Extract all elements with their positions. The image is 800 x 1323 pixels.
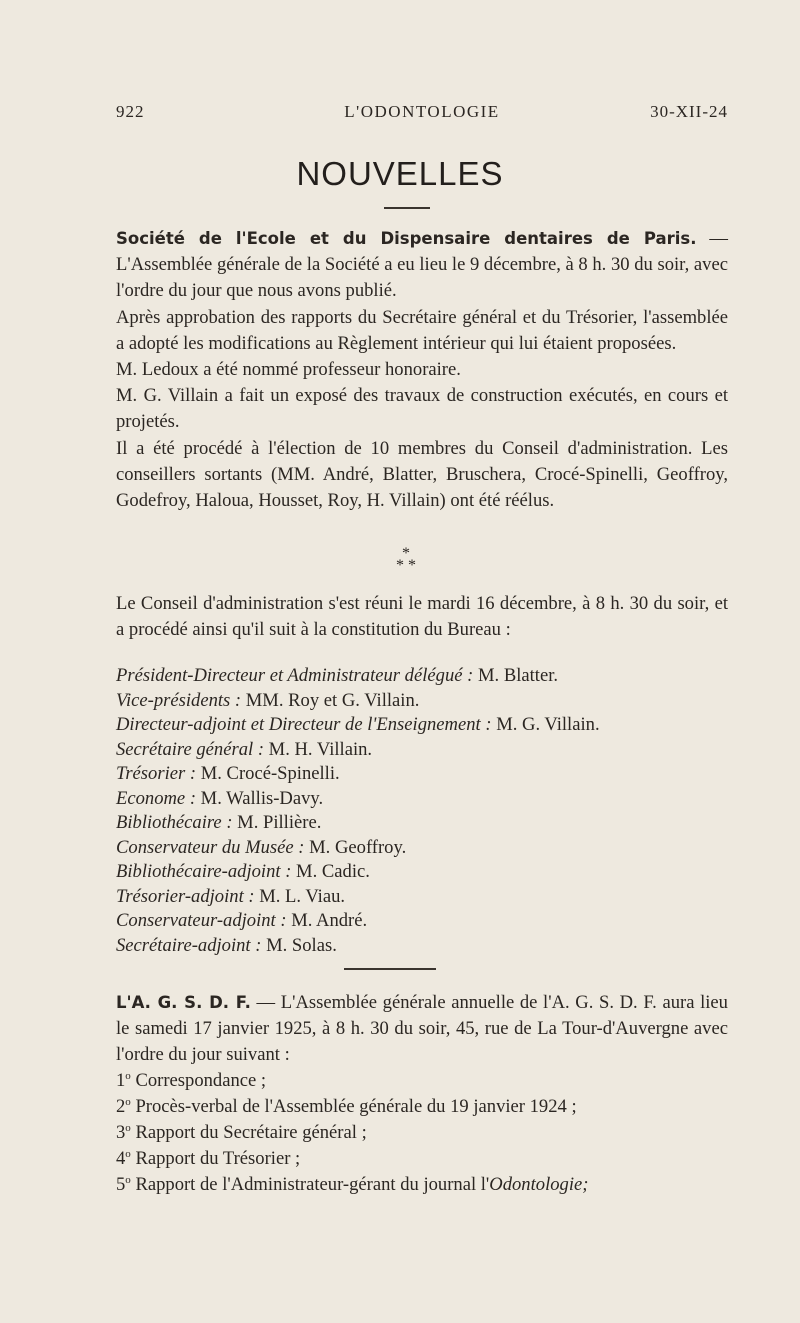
asterism-bottom: * * [396, 557, 416, 574]
society-para-1: L'Assemblée générale de la Société a eu lieu le 9 décembre, à 8 h. 30 du soir, avec l'ordre du jour que nous avons publié. [116, 254, 728, 302]
officer-row [116, 860, 756, 885]
agenda-text: Correspondance ; [130, 1070, 267, 1091]
society-heading: Société de l'Ecole et du Dispensaire dentaires de Paris. [116, 229, 697, 248]
agenda-item [116, 1094, 736, 1120]
agenda-number: 5 [116, 1174, 126, 1195]
society-para-3: M. Ledoux a été nommé professeur honoraire. [116, 359, 461, 381]
officer-row [116, 836, 756, 861]
agenda-ordinal: o [125, 1069, 131, 1082]
officer-row [116, 885, 756, 910]
officer-name: M. L. Viau. [254, 885, 346, 907]
officer-name: M. André. [286, 910, 368, 931]
officer-row [116, 713, 756, 738]
officer-name: M. Wallis-Davy. [196, 787, 324, 809]
agsdf-heading: L'A. G. S. D. F. [116, 993, 251, 1012]
journal-name-italic: Odontologie; [489, 1174, 589, 1195]
council-intro [116, 591, 728, 643]
agsdf-notice [116, 990, 728, 1069]
officer-name: M. Solas. [261, 934, 337, 956]
officer-role: Président-Directeur et Administrateur délégué : [116, 665, 474, 686]
agenda-number: 3 [116, 1122, 126, 1143]
officer-row [116, 762, 756, 787]
officer-name: M. Cadic. [291, 861, 370, 882]
agenda-text: Rapport du Secrétaire général ; [130, 1122, 367, 1143]
officer-role: Directeur-adjoint et Directeur de l'Enseignement : [116, 714, 492, 735]
agenda-number: 1 [116, 1070, 126, 1091]
officer-role: Econome : [116, 787, 197, 809]
society-para-2: Après approbation des rapports du Secrétaire général et du Trésorier, l'assemblée a adopté les modifications au Règlement intérieur qui lui étaient proposées. [116, 306, 728, 354]
officer-name: M. H. Villain. [264, 738, 373, 760]
agenda-ordinal: o [125, 1147, 131, 1160]
agenda-item [116, 1146, 736, 1172]
bureau-list [116, 664, 756, 958]
agenda-item [116, 1172, 736, 1198]
agenda-item [116, 1120, 736, 1146]
agenda-ordinal: o [125, 1173, 131, 1186]
running-header [116, 102, 728, 128]
officer-role: Bibliothécaire : [116, 812, 233, 833]
officer-name: M. Pillière. [232, 812, 322, 833]
officer-name: M. Geoffroy. [304, 836, 407, 858]
section-title: NOUVELLES [296, 155, 504, 192]
officer-row [116, 811, 756, 836]
agenda-ordinal: o [125, 1095, 131, 1108]
agenda-ordinal: o [125, 1121, 131, 1134]
officer-name: MM. Roy et G. Villain. [241, 689, 420, 711]
council-intro-text: Le Conseil d'administration s'est réuni le mardi 16 décembre, à 8 h. 30 du soir, et a procédé ainsi qu'il suit à la constitution du Bureau : [116, 593, 728, 641]
society-para-4: M. G. Villain a fait un exposé des travaux de construction exécutés, en cours et projetés. [116, 385, 728, 433]
officer-row [116, 934, 756, 959]
agenda-number: 4 [116, 1148, 126, 1169]
officer-role: Bibliothécaire-adjoint : [116, 861, 292, 882]
asterism [388, 545, 424, 574]
officer-role: Trésorier-adjoint : [116, 885, 255, 907]
officer-role: Conservateur du Musée : [116, 836, 305, 858]
officer-role: Secrétaire-adjoint : [116, 934, 262, 956]
agsdf-text: — L'Assemblée générale annuelle de l'A. G. S. D. F. aura lieu le samedi 17 janvier 1925, à 8 h. 30 du soir, 45, rue de La Tour-d'Auvergne avec l'ordre du jour suivant : [116, 992, 728, 1066]
society-notice [116, 226, 728, 514]
officer-role: Secrétaire général : [116, 738, 265, 760]
agenda-text: Procès-verbal de l'Assemblée générale du 19 janvier 1924 ; [130, 1096, 577, 1117]
society-para-5: Il a été procédé à l'élection de 10 membres du Conseil d'administration. Les conseillers sortants (MM. André, Blatter, Bruschera, Crocé-Spinelli, Geoffroy, Godefroy, Haloua, Housset, Roy, H. Villain) ont été réélus. [116, 437, 728, 512]
agenda-number: 2 [116, 1096, 126, 1117]
page-number: 922 [116, 102, 145, 121]
officer-row [116, 909, 756, 934]
asterism-top: * [402, 545, 410, 562]
heading-dash: — [696, 228, 729, 249]
section-rule [344, 968, 436, 970]
officer-row [116, 738, 756, 763]
agenda-text: Rapport de l'Administrateur-gérant du journal l' [130, 1174, 490, 1195]
officer-name: M. Blatter. [473, 665, 559, 686]
officer-role: Conservateur-adjoint : [116, 910, 287, 931]
officer-row [116, 787, 756, 812]
officer-role: Vice-présidents : [116, 689, 242, 711]
officer-row [116, 689, 756, 714]
journal-title: L'ODONTOLOGIE [344, 102, 500, 121]
officer-row [116, 664, 756, 689]
issue-date: 30-XII-24 [650, 102, 728, 121]
officer-name: M. G. Villain. [491, 714, 600, 735]
agenda-text: Rapport du Trésorier ; [130, 1148, 301, 1169]
agenda-list [116, 1068, 736, 1198]
officer-role: Trésorier : [116, 763, 197, 784]
agenda-item [116, 1068, 736, 1094]
title-rule [384, 207, 430, 209]
officer-name: M. Crocé-Spinelli. [196, 763, 340, 784]
